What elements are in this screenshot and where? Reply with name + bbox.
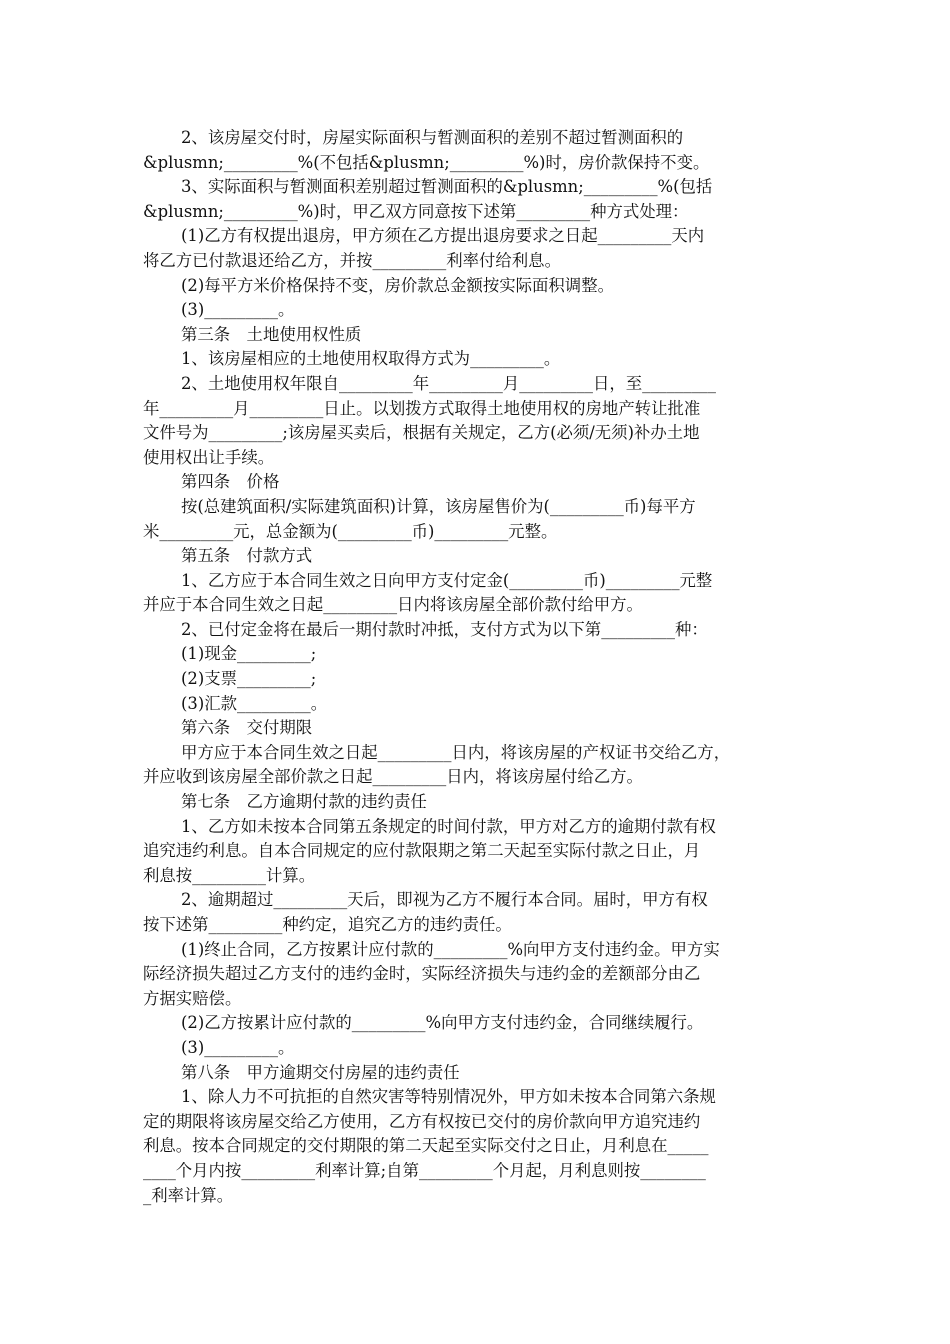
text-line: 按(总建筑面积/实际建筑面积)计算，该房屋售价为(_________币)每平方 [181, 496, 696, 516]
text-line: 2、该房屋交付时，房屋实际面积与暂测面积的差别不超过暂测面积的 [181, 128, 684, 147]
text-line: 追究违约利息。自本合同规定的应付款限期之第二天起至实际付款之日止，月 [143, 841, 701, 861]
text-line: 3、实际面积与暂测面积差别超过暂测面积的&plusmn;_________%(包括 [181, 177, 713, 197]
text-line: 2、已付定金将在最后一期付款时冲抵，支付方式为以下第_________种： [181, 619, 708, 639]
text-line: ____个月内按_________利率计算;自第_________个月起，月利息则按________ [143, 1160, 706, 1180]
text-line: _利率计算。 [143, 1185, 234, 1205]
text-line: 将乙方已付款退还给乙方，并按_________利率付给利息。 [143, 250, 561, 270]
text-line: (1)终止合同，乙方按累计应付款的_________%向甲方支付违约金。甲方实 [181, 939, 720, 959]
text-line: 米_________元，总金额为(_________币)_________元整。 [143, 521, 558, 541]
text-line: 2、土地使用权年限自_________年_________月_________日，至_________ [181, 373, 716, 393]
text-line: (3)汇款_________。 [181, 693, 328, 713]
section-heading-6: 第六条 交付期限 [181, 718, 313, 738]
section-heading-5: 第五条 付款方式 [181, 546, 313, 566]
text-line: 1、除人力不可抗拒的自然灾害等特别情况外，甲方如未按本合同第六条规 [181, 1087, 716, 1107]
text-line: 定的期限将该房屋交给乙方使用，乙方有权按已交付的房价款向甲方追究违约 [143, 1111, 701, 1131]
text-line: 使用权出让手续。 [143, 447, 275, 467]
text-line: 方据实赔偿。 [143, 988, 242, 1008]
text-line: 文件号为_________;该房屋买卖后，根据有关规定，乙方(必须/无须)补办土地 [143, 423, 700, 443]
text-line: (2)支票_________; [181, 669, 317, 689]
contract-page [143, 126, 808, 1208]
text-line: 利息。按本合同规定的交付期限的第二天起至实际交付之日止，月利息在_____ [143, 1136, 709, 1156]
text-line: (3)_________。 [181, 300, 295, 320]
text-line: 年_________月_________日止。以划拨方式取得土地使用权的房地产转让批准 [143, 398, 701, 418]
section-heading-7: 第七条 乙方逾期付款的违约责任 [181, 792, 427, 812]
text-line: (1)现金_________; [181, 644, 317, 664]
text-line: (2)乙方按累计应付款的_________%向甲方支付违约金，合同继续履行。 [181, 1013, 704, 1033]
text-line: (3)_________。 [181, 1037, 295, 1057]
section-heading-4: 第四条 价格 [181, 472, 280, 492]
text-line: 1、乙方应于本合同生效之日向甲方支付定金(_________币)_________元整 [181, 570, 713, 590]
text-line: 1、乙方如未按本合同第五条规定的时间付款，甲方对乙方的逾期付款有权 [181, 816, 716, 836]
section-heading-8: 第八条 甲方逾期交付房屋的违约责任 [181, 1062, 460, 1082]
text-line: 甲方应于本合同生效之日起_________日内，将该房屋的产权证书交给乙方， [181, 742, 731, 762]
text-line: 2、逾期超过_________天后，即视为乙方不履行本合同。届时，甲方有权 [181, 890, 708, 910]
text-line: 1、该房屋相应的土地使用权取得方式为_________。 [181, 349, 561, 369]
text-line: &plusmn;_________%)时，甲乙双方同意按下述第_________种方式处理： [143, 201, 689, 221]
text-line: 际经济损失超过乙方支付的违约金时，实际经济损失与违约金的差额部分由乙 [143, 964, 701, 984]
text-line: &plusmn;_________%(不包括&plusmn;_________%)时，房价款保持不变。 [143, 152, 710, 172]
section-heading-3: 第三条 土地使用权性质 [181, 324, 362, 344]
text-line: 并应于本合同生效之日起_________日内将该房屋全部价款付给甲方。 [143, 595, 643, 615]
text-line: 并应收到该房屋全部价款之日起_________日内，将该房屋付给乙方。 [143, 767, 643, 787]
text-line: (1)乙方有权提出退房，甲方须在乙方提出退房要求之日起_________天内 [181, 226, 705, 246]
text-line: (2)每平方米价格保持不变，房价款总金额按实际面积调整。 [181, 275, 614, 295]
text-line: 按下述第_________种约定，追究乙方的违约责任。 [143, 915, 512, 934]
text-line: 利息按_________计算。 [143, 865, 316, 885]
